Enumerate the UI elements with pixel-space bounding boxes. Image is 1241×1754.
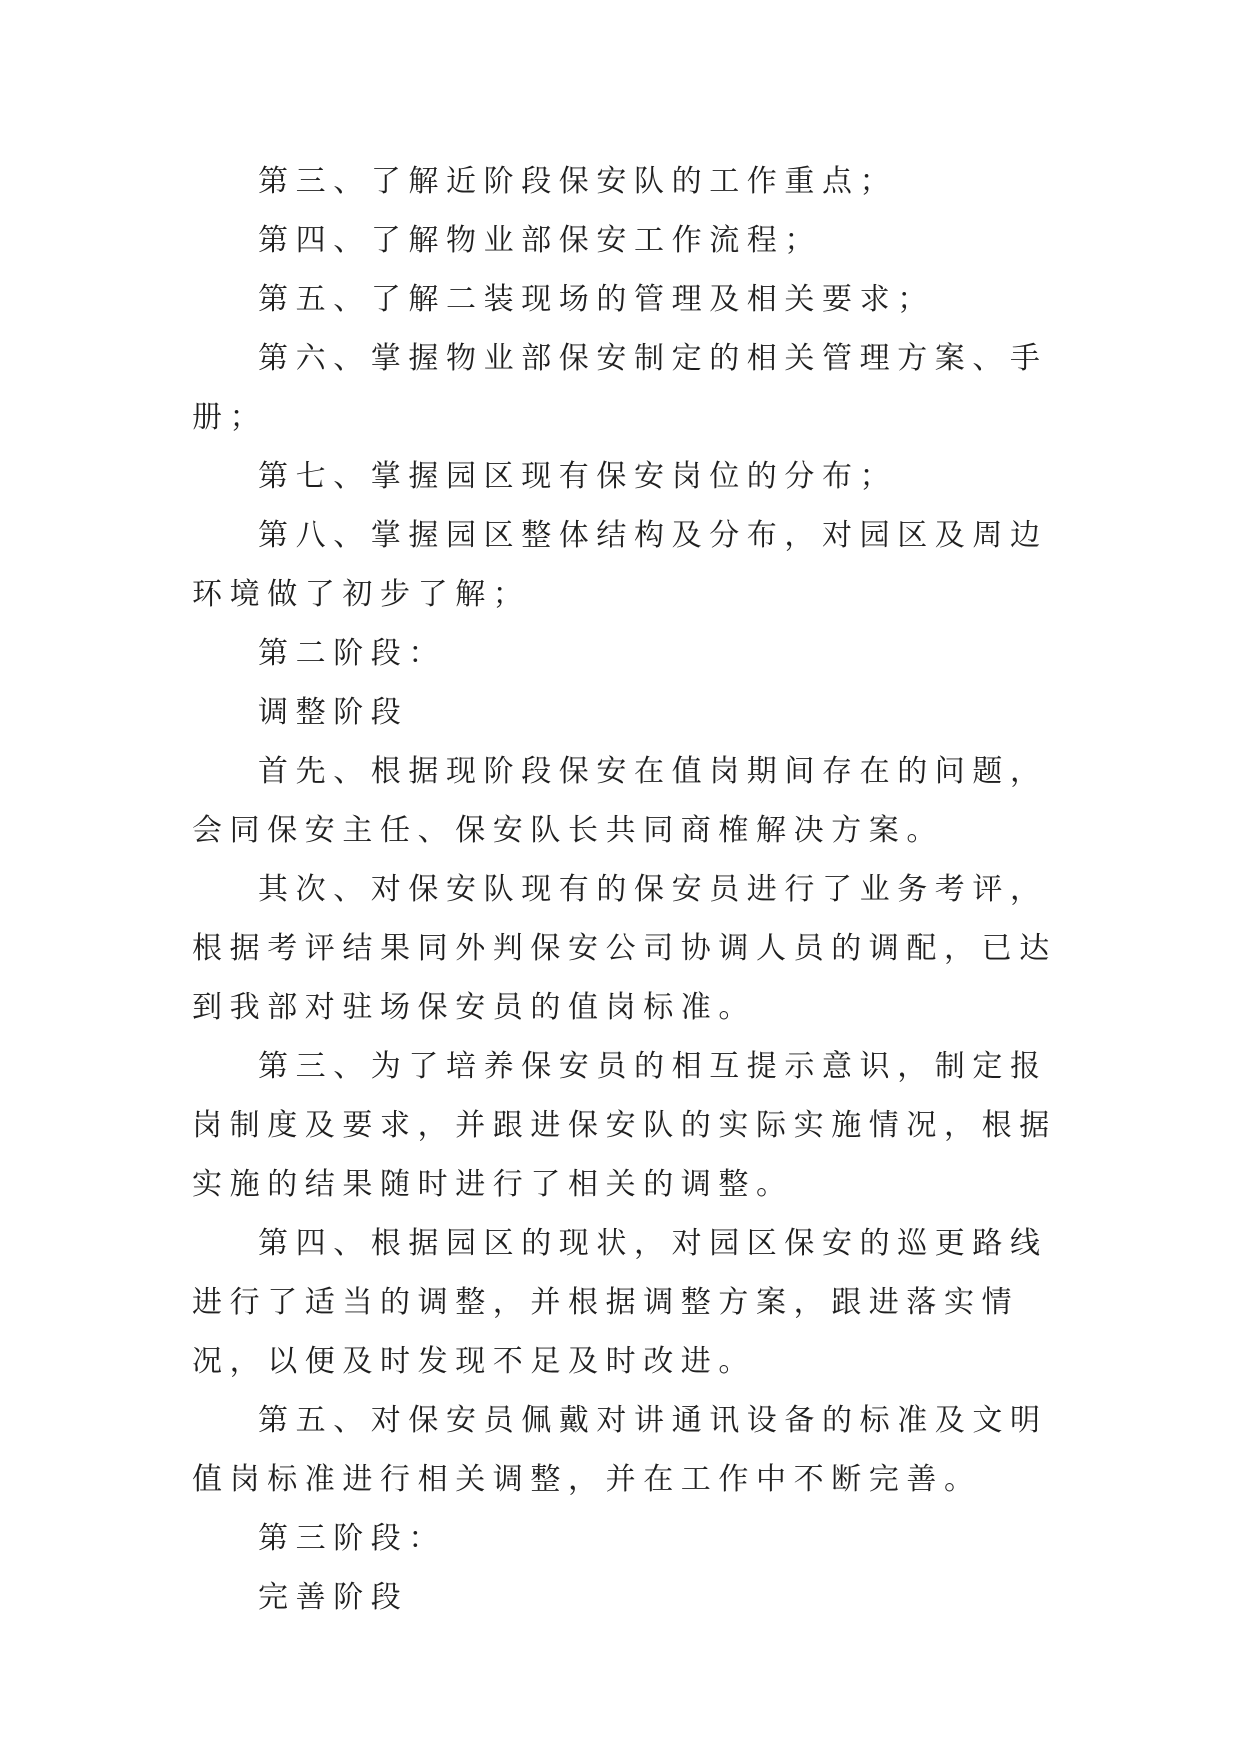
paragraph-adjust-fourth: 第四、根据园区的现状，对园区保安的巡更路线进行了适当的调整，并根据调整方案，跟进落实情况，以便及时发现不足及时改进。 [192, 1226, 1048, 1379]
paragraph-adjust-fifth: 第五、对保安员佩戴对讲通讯设备的标准及文明值岗标准进行相关调整，并在工作中不断完善。 [192, 1403, 1048, 1497]
section-subheading-adjustment: 调整阶段 [258, 695, 409, 730]
paragraph-adjust-third: 第三、为了培养保安员的相互提示意识，制定报岗制度及要求，并跟进保安队的实际实施情况，根据实施的结果随时进行了相关的调整。 [192, 1049, 1057, 1202]
paragraph-step-5: 第五、了解二装现场的管理及相关要求； [258, 282, 935, 317]
paragraph-step-8: 第八、掌握园区整体结构及分布，对园区及周边环境做了初步了解； [192, 518, 1048, 612]
paragraph-step-6: 第六、掌握物业部保安制定的相关管理方案、手册； [192, 341, 1048, 435]
section-heading-stage-2: 第二阶段： [258, 636, 446, 671]
document-body [192, 152, 1062, 1627]
paragraph-step-3: 第三、了解近阶段保安队的工作重点； [258, 164, 898, 199]
paragraph-step-7: 第七、掌握园区现有保安岗位的分布； [258, 459, 898, 494]
section-heading-stage-3: 第三阶段： [258, 1521, 446, 1556]
paragraph-step-4: 第四、了解物业部保安工作流程； [258, 223, 822, 258]
paragraph-adjust-second: 其次、对保安队现有的保安员进行了业务考评，根据考评结果同外判保安公司协调人员的调配，已达到我部对驻场保安员的值岗标准。 [192, 872, 1057, 1025]
section-subheading-improvement: 完善阶段 [258, 1580, 409, 1615]
paragraph-adjust-first: 首先、根据现阶段保安在值岗期间存在的问题，会同保安主任、保安队长共同商榷解决方案。 [192, 754, 1048, 848]
